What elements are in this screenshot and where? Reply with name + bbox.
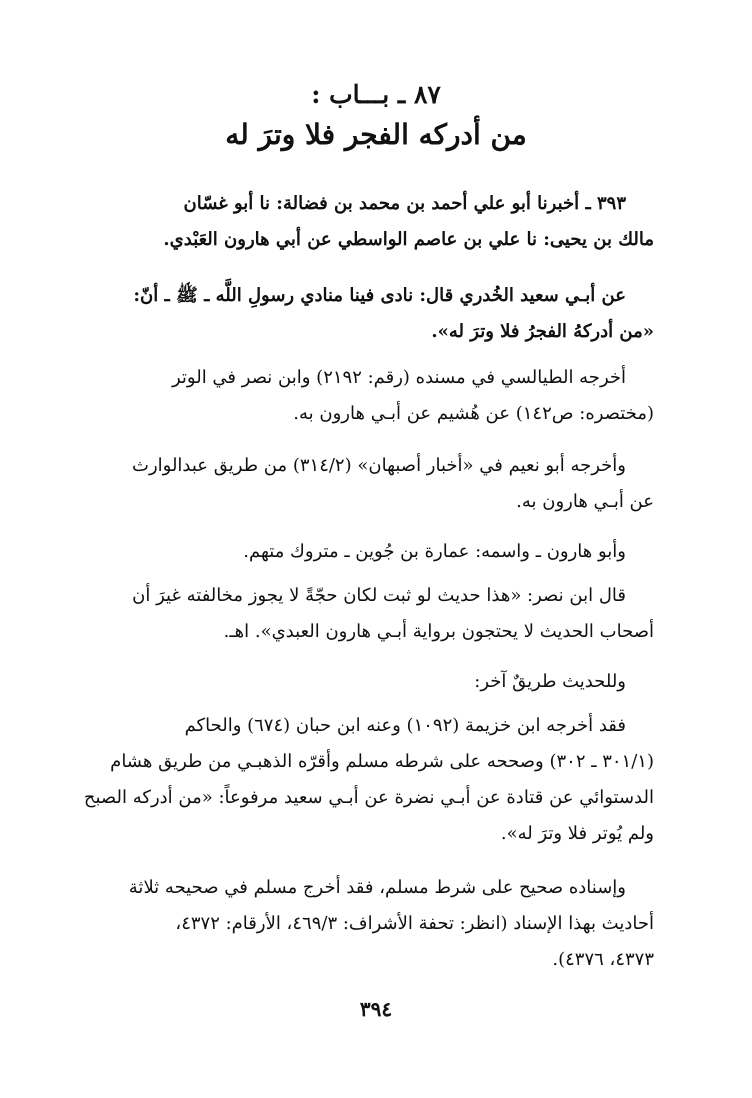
text-line: وأبو هارون ـ واسمه: عمارة بن جُوين ـ متروك متهم. — [243, 541, 626, 562]
text-line: وأخرجه أبو نعيم في «أخبار أصبهان» (٣١٤/٢) من طريق عبدالوارث — [132, 455, 626, 476]
text-line: أصحاب الحديث لا يحتجون برواية أبـي هارون العبدي». اهـ. — [223, 621, 654, 642]
takhrij-paragraph — [83, 708, 654, 852]
text-line: ٤٣٧٣، ٤٣٧٦). — [552, 949, 654, 970]
hadith-isnad — [96, 186, 654, 258]
text-line: «من أدركهُ الفجرُ فلا وترَ له». — [431, 321, 654, 342]
isnad-verdict — [96, 870, 654, 978]
text-line: مالك بن يحيى: نا علي بن عاصم الواسطي عن أبي هارون العَبْدي. — [163, 229, 654, 250]
takhrij-paragraph — [96, 360, 654, 432]
chapter-number: ٨٧ ـ بـــاب : — [311, 80, 441, 109]
text-line: ٣٩٣ ـ أخبرنا أبو علي أحمد بن محمد بن فضالة: نا أبو غسّان — [183, 193, 626, 214]
other-route-heading — [96, 664, 654, 700]
text-line: عن أبـي هارون به. — [516, 491, 654, 512]
text-line: وللحديث طريقٌ آخر: — [474, 671, 626, 692]
text-line: ولم يُوتر فلا وترَ له». — [500, 823, 654, 844]
text-line: فقد أخرجه ابن خزيمة (١٠٩٢) وعنه ابن حبان (٦٧٤) والحاكم — [184, 715, 626, 736]
ibn-nasr-quote — [96, 578, 654, 650]
text-line: قال ابن نصر: «هذا حديث لو ثبت لكان حجّةً لا يجوز مخالفته غيرَ أن — [132, 585, 626, 606]
hadith-matn — [96, 278, 654, 350]
text-line: وإسناده صحيح على شرط مسلم، فقد أخرج مسلم في صحيحه ثلاثة — [128, 877, 626, 898]
page-number: ٣٩٤ — [359, 997, 393, 1021]
text-line: (٣٠١/١ ـ ٣٠٢) وصححه على شرطه مسلم وأقرّه الذهبـي من طريق هشام — [110, 751, 654, 772]
text-line: أحاديث بهذا الإسناد (انظر: تحفة الأشراف: ٤٦٩/٣، الأرقام: ٤٣٧٢، — [175, 913, 654, 934]
chapter-title: من أدركه الفجر فلا وترَ له — [225, 118, 527, 151]
text-line: (مختصره: ص١٤٢) عن هُشيم عن أبـي هارون به. — [293, 403, 654, 424]
narrator-note — [96, 534, 654, 570]
text-line: الدستوائي عن قتادة عن أبـي نضرة عن أبـي سعيد مرفوعاً: «من أدركه الصبح — [83, 787, 654, 808]
text-line: أخرجه الطيالسي في مسنده (رقم: ٢١٩٢) وابن نصر في الوتر — [171, 367, 626, 388]
text-line: عن أبـي سعيد الخُدري قال: نادى فينا منادي رسولِ اللَّه ـ ﷺ ـ أنّ: — [133, 285, 626, 306]
takhrij-paragraph — [96, 448, 654, 520]
